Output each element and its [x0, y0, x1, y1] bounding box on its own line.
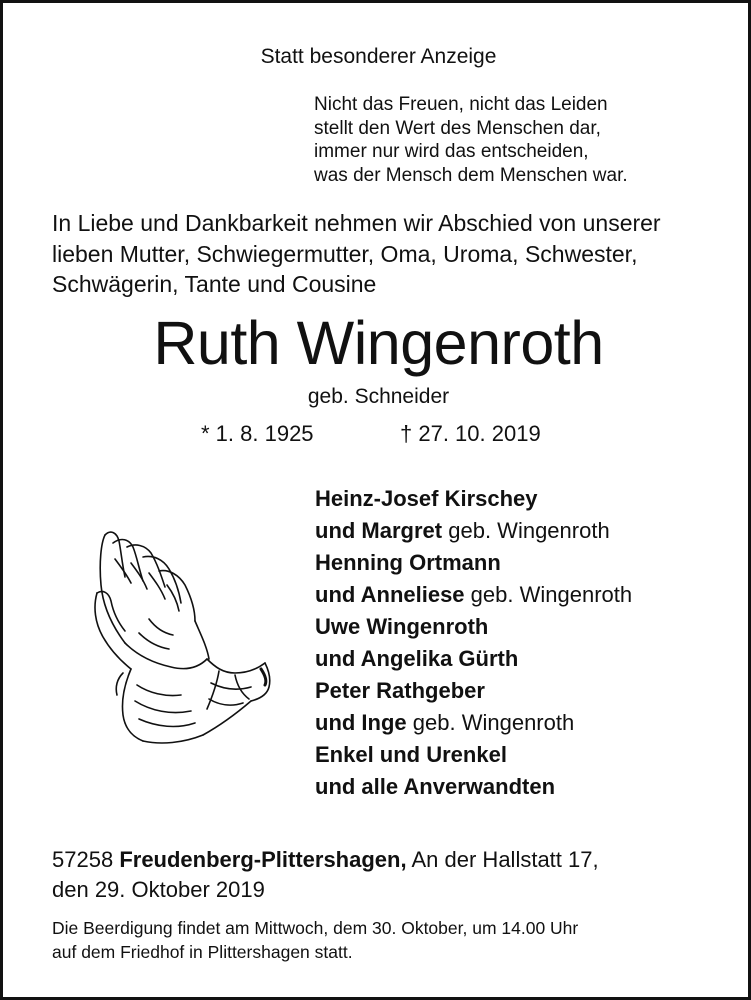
- header-text: Statt besonderer Anzeige: [260, 45, 497, 68]
- notice-date: den 29. Oktober 2019: [52, 877, 265, 902]
- zip-code: 57258: [52, 847, 114, 872]
- family-partner: und alle Anverwandten: [315, 774, 556, 799]
- intro-line: lieben Mutter, Schwiegermutter, Oma, Uroma, Schwester,: [52, 240, 638, 267]
- poem-line: Nicht das Freuen, nicht das Leiden: [314, 94, 608, 115]
- town-name: Freudenberg-Plittershagen,: [119, 847, 407, 872]
- family-group: [315, 675, 632, 739]
- death-date: † 27. 10. 2019: [400, 421, 541, 446]
- poem-line: was der Mensch dem Menschen war.: [314, 164, 628, 186]
- birth-date: * 1. 8. 1925: [201, 421, 314, 446]
- poem-line: immer nur wird das entscheiden,: [314, 141, 589, 162]
- praying-hands-icon: [91, 523, 276, 753]
- street-address: An der Hallstatt 17,: [411, 847, 599, 872]
- maiden-name: geb. Schneider: [307, 385, 450, 408]
- family-name: Uwe Wingenroth: [315, 614, 489, 639]
- intro-line: In Liebe und Dankbarkeit nehmen wir Abschied von unserer: [52, 210, 661, 236]
- intro-text: [52, 208, 661, 300]
- family-partner: und Anneliese: [315, 582, 465, 607]
- family-partner: und Margret: [315, 518, 443, 543]
- family-name: Peter Rathgeber: [315, 678, 485, 703]
- family-note: geb. Wingenroth: [448, 518, 610, 543]
- family-note: geb. Wingenroth: [470, 582, 633, 607]
- funeral-info: [52, 916, 578, 964]
- family-list: [315, 483, 632, 803]
- family-name: Enkel und Urenkel: [315, 742, 507, 767]
- family-name: Henning Ortmann: [315, 550, 501, 575]
- funeral-line: Die Beerdigung findet am Mittwoch, dem 30. Oktober, um 14.00 Uhr: [52, 918, 579, 938]
- funeral-line: auf dem Friedhof in Plittershagen statt.: [52, 942, 353, 962]
- deceased-name: Ruth Wingenroth: [153, 309, 604, 377]
- poem: [314, 93, 628, 187]
- address-block: [52, 845, 599, 905]
- family-group: [315, 547, 632, 611]
- family-group: [315, 611, 632, 675]
- family-name: Heinz-Josef Kirschey: [315, 486, 538, 511]
- family-partner: und Inge: [315, 710, 407, 735]
- intro-line: Schwägerin, Tante und Cousine: [52, 271, 377, 297]
- poem-line: stellt den Wert des Menschen dar,: [314, 117, 601, 139]
- family-group: [315, 739, 632, 803]
- family-note: geb. Wingenroth: [412, 710, 575, 735]
- family-group: [315, 483, 632, 547]
- family-partner: und Angelika Gürth: [315, 646, 519, 671]
